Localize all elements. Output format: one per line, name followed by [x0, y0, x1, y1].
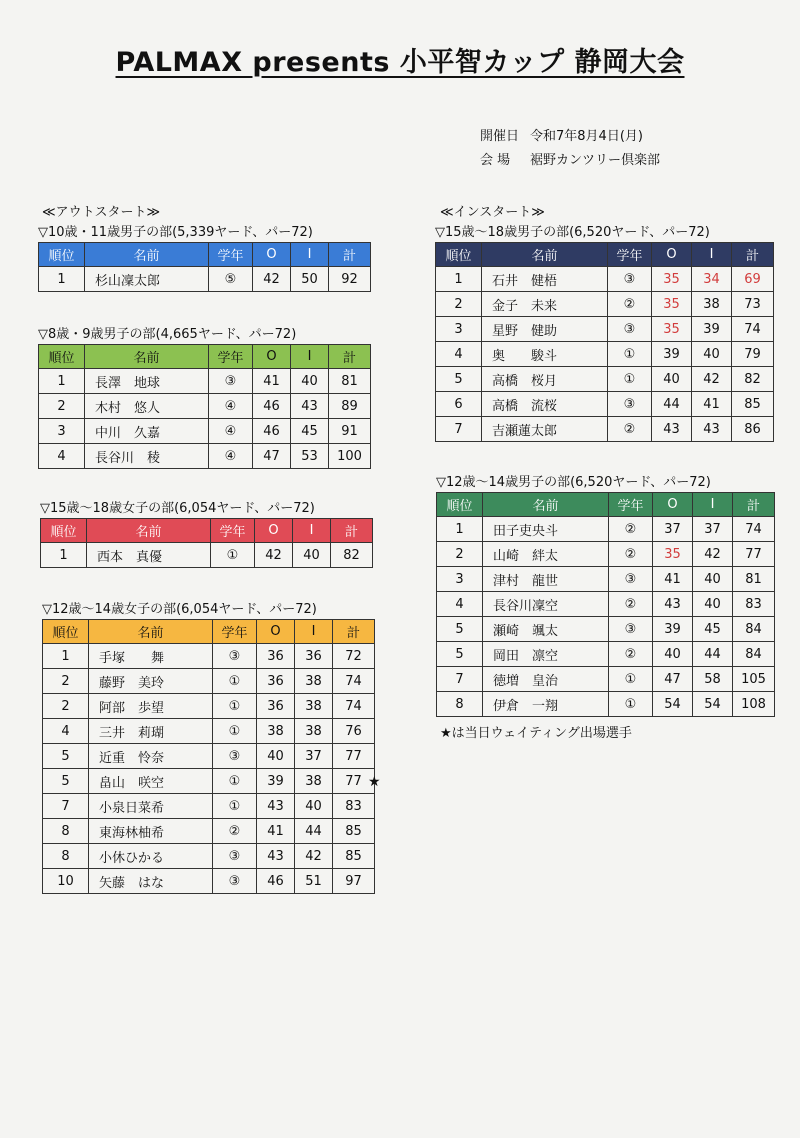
total-cell: 77 [333, 769, 375, 794]
table-row [437, 692, 775, 717]
table-row [43, 644, 375, 669]
name-cell: 畠山 咲空 [89, 769, 213, 794]
in-score-cell: 38 [295, 719, 333, 744]
in-header: I [692, 243, 732, 267]
rank-cell: 2 [436, 292, 482, 317]
out-score-cell: 40 [257, 744, 295, 769]
in-score-cell: 42 [692, 367, 732, 392]
grade-cell: ① [211, 543, 255, 568]
rank-cell: 1 [41, 543, 87, 568]
section-caption: ▽12歳～14歳女子の部(6,054ヤード、パー72) [42, 602, 317, 617]
out-score-cell: 54 [653, 692, 693, 717]
rank-cell: 7 [436, 417, 482, 442]
grade-cell: ① [608, 342, 652, 367]
rank-cell: 4 [39, 444, 85, 469]
rank-header: 順位 [437, 493, 483, 517]
table-row [43, 794, 375, 819]
in-score-cell: 38 [295, 669, 333, 694]
table-row [39, 267, 371, 292]
rank-cell: 6 [436, 392, 482, 417]
table-row [437, 642, 775, 667]
grade-cell: ③ [213, 869, 257, 894]
rank-cell: 5 [436, 367, 482, 392]
total-cell: 85 [732, 392, 774, 417]
name-cell: 長澤 地球 [85, 369, 209, 394]
in-score-cell: 40 [295, 794, 333, 819]
name-cell: 山崎 絆太 [483, 542, 609, 567]
rank-cell: 5 [437, 642, 483, 667]
name-cell: 津村 龍世 [483, 567, 609, 592]
grade-header: 学年 [209, 243, 253, 267]
table-row [43, 694, 375, 719]
out-header: O [253, 345, 291, 369]
name-cell: 藤野 美玲 [89, 669, 213, 694]
in-start-label: ≪インスタート≫ [440, 205, 545, 220]
out-score-cell: 47 [253, 444, 291, 469]
section-caption: ▽8歳・9歳男子の部(4,665ヤード、パー72) [38, 327, 297, 342]
in-score-cell: 43 [291, 394, 329, 419]
name-cell: 中川 久嘉 [85, 419, 209, 444]
name-cell: 杉山凜太郎 [85, 267, 209, 292]
rank-cell: 2 [43, 694, 89, 719]
table-header-row [41, 519, 373, 543]
total-cell: 74 [733, 517, 775, 542]
out-score-cell: 42 [255, 543, 293, 568]
total-header: 計 [732, 243, 774, 267]
section-boys-15-18 [435, 224, 774, 442]
in-score-cell: 58 [693, 667, 733, 692]
table-header-row [39, 243, 371, 267]
in-score-cell: 38 [295, 694, 333, 719]
grade-header: 学年 [211, 519, 255, 543]
waiting-note: ★は当日ウェイティング出場選手 [440, 726, 632, 741]
total-cell: 82 [331, 543, 373, 568]
total-header: 計 [733, 493, 775, 517]
grade-cell: ③ [209, 369, 253, 394]
rank-header: 順位 [41, 519, 87, 543]
table-row [39, 419, 371, 444]
total-cell: 105 [733, 667, 775, 692]
grade-cell: ④ [209, 444, 253, 469]
grade-cell: ③ [608, 317, 652, 342]
in-score-cell: 41 [692, 392, 732, 417]
out-score-cell: 38 [257, 719, 295, 744]
section-caption: ▽10歳・11歳男子の部(5,339ヤード、パー72) [38, 225, 313, 240]
table-row [436, 392, 774, 417]
grade-cell: ① [608, 367, 652, 392]
in-score-cell: 53 [291, 444, 329, 469]
table-row [437, 542, 775, 567]
out-score-cell: 40 [652, 367, 692, 392]
in-score-cell: 44 [295, 819, 333, 844]
name-cell: 高橋 流桜 [482, 392, 608, 417]
in-score-cell: 40 [693, 592, 733, 617]
total-cell: 83 [333, 794, 375, 819]
grade-cell: ③ [609, 567, 653, 592]
name-cell: 奥 駿斗 [482, 342, 608, 367]
rank-cell: 5 [437, 617, 483, 642]
table-row [43, 719, 375, 744]
in-score-cell: 43 [692, 417, 732, 442]
total-cell: 79 [732, 342, 774, 367]
name-cell: 阿部 歩望 [89, 694, 213, 719]
out-header: O [255, 519, 293, 543]
grade-cell: ① [213, 669, 257, 694]
out-score-cell: 35 [652, 292, 692, 317]
total-cell: 85 [333, 844, 375, 869]
grade-header: 学年 [609, 493, 653, 517]
out-score-cell: 46 [257, 869, 295, 894]
name-header: 名前 [85, 243, 209, 267]
total-cell: 73 [732, 292, 774, 317]
section-caption: ▽12歳～14歳男子の部(6,520ヤード、パー72) [436, 475, 711, 490]
name-cell: 石井 健梧 [482, 267, 608, 292]
section-caption: ▽15歳～18歳男子の部(6,520ヤード、パー72) [435, 225, 710, 240]
table-header-row [436, 243, 774, 267]
rank-cell: 1 [437, 517, 483, 542]
grade-cell: ② [608, 417, 652, 442]
rank-cell: 1 [436, 267, 482, 292]
out-header: O [652, 243, 692, 267]
grade-cell: ③ [213, 744, 257, 769]
rank-cell: 1 [43, 644, 89, 669]
table-row [43, 769, 375, 794]
total-cell: 83 [733, 592, 775, 617]
rank-cell: 5 [43, 769, 89, 794]
grade-cell: ① [213, 694, 257, 719]
rank-cell: 4 [43, 719, 89, 744]
name-cell: 星野 健助 [482, 317, 608, 342]
rank-cell: 4 [437, 592, 483, 617]
grade-header: 学年 [608, 243, 652, 267]
results-table [436, 492, 775, 717]
out-score-cell: 42 [253, 267, 291, 292]
name-cell: 小泉日菜希 [89, 794, 213, 819]
out-score-cell: 35 [653, 542, 693, 567]
out-score-cell: 40 [653, 642, 693, 667]
out-score-cell: 41 [257, 819, 295, 844]
total-cell: 85 [333, 819, 375, 844]
date-label: 開催日 [480, 129, 520, 144]
rank-cell: 3 [39, 419, 85, 444]
total-cell: 77 [333, 744, 375, 769]
grade-cell: ① [609, 667, 653, 692]
in-header: I [291, 345, 329, 369]
in-score-cell: 42 [693, 542, 733, 567]
grade-cell: ② [608, 292, 652, 317]
grade-header: 学年 [213, 620, 257, 644]
total-cell: 76 [333, 719, 375, 744]
rank-header: 順位 [43, 620, 89, 644]
results-table [435, 242, 774, 442]
rank-cell: 7 [43, 794, 89, 819]
venue-label: 会 場 [480, 153, 511, 168]
in-score-cell: 44 [693, 642, 733, 667]
out-score-cell: 46 [253, 419, 291, 444]
name-header: 名前 [89, 620, 213, 644]
table-header-row [39, 345, 371, 369]
table-header-row [437, 493, 775, 517]
total-cell: 69 [732, 267, 774, 292]
table-row [436, 367, 774, 392]
out-header: O [253, 243, 291, 267]
in-score-cell: 37 [295, 744, 333, 769]
name-cell: 木村 悠人 [85, 394, 209, 419]
name-header: 名前 [482, 243, 608, 267]
name-cell: 金子 未来 [482, 292, 608, 317]
total-cell: 74 [732, 317, 774, 342]
grade-cell: ② [609, 517, 653, 542]
rank-cell: 3 [437, 567, 483, 592]
in-header: I [291, 243, 329, 267]
grade-cell: ④ [209, 419, 253, 444]
table-row [437, 567, 775, 592]
out-score-cell: 36 [257, 669, 295, 694]
out-score-cell: 39 [257, 769, 295, 794]
in-score-cell: 40 [693, 567, 733, 592]
table-row [39, 444, 371, 469]
name-cell: 長谷川凜空 [483, 592, 609, 617]
in-header: I [295, 620, 333, 644]
total-cell: 82 [732, 367, 774, 392]
out-score-cell: 36 [257, 644, 295, 669]
in-score-cell: 50 [291, 267, 329, 292]
rank-cell: 3 [436, 317, 482, 342]
total-header: 計 [329, 243, 371, 267]
section-boys-10-11 [38, 224, 371, 292]
grade-header: 学年 [209, 345, 253, 369]
in-score-cell: 42 [295, 844, 333, 869]
out-score-cell: 35 [652, 317, 692, 342]
table-row [436, 342, 774, 367]
grade-cell: ③ [609, 617, 653, 642]
in-score-cell: 45 [693, 617, 733, 642]
table-row [43, 844, 375, 869]
grade-cell: ① [213, 719, 257, 744]
name-cell: 岡田 凛空 [483, 642, 609, 667]
grade-cell: ③ [608, 392, 652, 417]
results-table [38, 242, 371, 292]
out-header: O [653, 493, 693, 517]
total-cell: 72 [333, 644, 375, 669]
out-score-cell: 43 [257, 844, 295, 869]
section-caption: ▽15歳～18歳女子の部(6,054ヤード、パー72) [40, 501, 315, 516]
date-value: 令和7年8月4日(月) [530, 129, 643, 144]
rank-cell: 8 [437, 692, 483, 717]
venue-value: 裾野カンツリー倶楽部 [530, 153, 661, 168]
total-cell: 84 [733, 642, 775, 667]
in-score-cell: 45 [291, 419, 329, 444]
total-cell: 81 [329, 369, 371, 394]
total-header: 計 [329, 345, 371, 369]
name-cell: 矢藤 はな [89, 869, 213, 894]
name-cell: 吉瀬蓮太郎 [482, 417, 608, 442]
out-score-cell: 39 [652, 342, 692, 367]
table-row [437, 617, 775, 642]
grade-cell: ③ [213, 644, 257, 669]
in-score-cell: 38 [692, 292, 732, 317]
in-score-cell: 37 [693, 517, 733, 542]
table-row [436, 417, 774, 442]
rank-cell: 8 [43, 819, 89, 844]
table-row [41, 543, 373, 568]
total-cell: 89 [329, 394, 371, 419]
in-score-cell: 51 [295, 869, 333, 894]
out-score-cell: 37 [653, 517, 693, 542]
grade-cell: ③ [608, 267, 652, 292]
out-score-cell: 47 [653, 667, 693, 692]
total-header: 計 [331, 519, 373, 543]
grade-cell: ② [609, 542, 653, 567]
out-score-cell: 43 [257, 794, 295, 819]
out-header: O [257, 620, 295, 644]
rank-cell: 2 [43, 669, 89, 694]
total-cell: 108 [733, 692, 775, 717]
table-row [436, 317, 774, 342]
total-cell: 74 [333, 669, 375, 694]
table-row [43, 819, 375, 844]
total-cell: 81 [733, 567, 775, 592]
name-cell: 伊倉 一翔 [483, 692, 609, 717]
section-boys-12-14 [436, 474, 775, 717]
table-row [39, 369, 371, 394]
rank-cell: 2 [437, 542, 483, 567]
grade-cell: ① [213, 769, 257, 794]
in-score-cell: 40 [293, 543, 331, 568]
rank-cell: 1 [39, 267, 85, 292]
rank-cell: 2 [39, 394, 85, 419]
out-score-cell: 43 [653, 592, 693, 617]
rank-cell: 5 [43, 744, 89, 769]
total-cell: 92 [329, 267, 371, 292]
in-score-cell: 40 [692, 342, 732, 367]
in-score-cell: 40 [291, 369, 329, 394]
out-score-cell: 36 [257, 694, 295, 719]
total-cell: 86 [732, 417, 774, 442]
out-score-cell: 43 [652, 417, 692, 442]
grade-cell: ② [609, 642, 653, 667]
name-header: 名前 [483, 493, 609, 517]
event-venue [480, 149, 660, 168]
name-cell: 徳増 皇治 [483, 667, 609, 692]
table-header-row [43, 620, 375, 644]
grade-cell: ③ [213, 844, 257, 869]
rank-header: 順位 [39, 243, 85, 267]
out-score-cell: 44 [652, 392, 692, 417]
results-table [42, 619, 375, 894]
total-header: 計 [333, 620, 375, 644]
in-score-cell: 36 [295, 644, 333, 669]
grade-cell: ② [609, 592, 653, 617]
rank-cell: 10 [43, 869, 89, 894]
page-title: PALMAX presents 小平智カップ 静岡大会 [115, 47, 685, 78]
event-date [480, 125, 643, 144]
section-girls-12-14 [42, 601, 375, 894]
total-cell: 97 [333, 869, 375, 894]
name-cell: 田子吏央斗 [483, 517, 609, 542]
out-score-cell: 41 [253, 369, 291, 394]
name-cell: 長谷川 稜 [85, 444, 209, 469]
table-row [43, 669, 375, 694]
name-header: 名前 [87, 519, 211, 543]
in-score-cell: 38 [295, 769, 333, 794]
in-header: I [693, 493, 733, 517]
out-score-cell: 35 [652, 267, 692, 292]
grade-cell: ① [609, 692, 653, 717]
grade-cell: ① [213, 794, 257, 819]
table-row [436, 267, 774, 292]
out-score-cell: 41 [653, 567, 693, 592]
table-row [43, 744, 375, 769]
grade-cell: ⑤ [209, 267, 253, 292]
rank-cell: 8 [43, 844, 89, 869]
total-cell: 77 [733, 542, 775, 567]
section-girls-15-18 [40, 500, 373, 568]
name-cell: 手塚 舞 [89, 644, 213, 669]
in-score-cell: 34 [692, 267, 732, 292]
name-cell: 近重 怜奈 [89, 744, 213, 769]
name-cell: 瀬崎 颯太 [483, 617, 609, 642]
grade-cell: ② [213, 819, 257, 844]
table-row [436, 292, 774, 317]
total-cell: 74 [333, 694, 375, 719]
name-cell: 小休ひかる [89, 844, 213, 869]
grade-cell: ④ [209, 394, 253, 419]
out-score-cell: 39 [653, 617, 693, 642]
table-row [437, 667, 775, 692]
results-table [40, 518, 373, 568]
name-cell: 高橋 桜月 [482, 367, 608, 392]
name-header: 名前 [85, 345, 209, 369]
section-boys-8-9 [38, 326, 371, 469]
table-row [43, 869, 375, 894]
name-cell: 東海林柚希 [89, 819, 213, 844]
results-table [38, 344, 371, 469]
total-cell: 100 [329, 444, 371, 469]
table-row [437, 517, 775, 542]
rank-header: 順位 [39, 345, 85, 369]
waiting-star-mark: ★ [368, 774, 381, 790]
rank-cell: 1 [39, 369, 85, 394]
in-score-cell: 54 [693, 692, 733, 717]
in-header: I [293, 519, 331, 543]
table-row [39, 394, 371, 419]
name-cell: 西本 真優 [87, 543, 211, 568]
total-cell: 84 [733, 617, 775, 642]
rank-cell: 7 [437, 667, 483, 692]
in-score-cell: 39 [692, 317, 732, 342]
rank-header: 順位 [436, 243, 482, 267]
total-cell: 91 [329, 419, 371, 444]
table-row [437, 592, 775, 617]
out-score-cell: 46 [253, 394, 291, 419]
rank-cell: 4 [436, 342, 482, 367]
name-cell: 三井 莉瑚 [89, 719, 213, 744]
out-start-label: ≪アウトスタート≫ [42, 205, 161, 220]
